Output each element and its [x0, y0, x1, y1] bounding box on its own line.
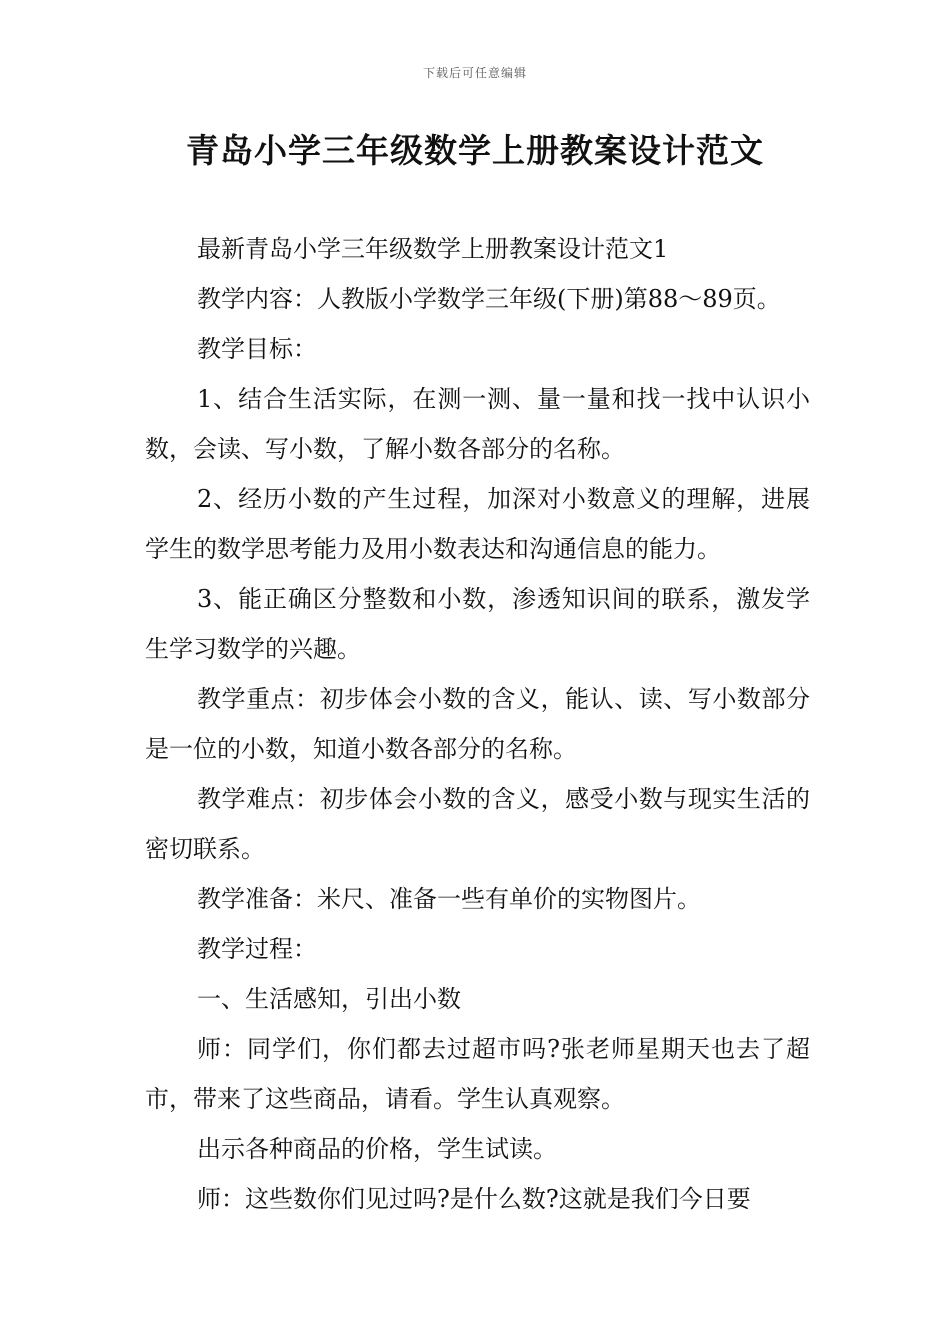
- paragraph-key-points: 教学重点：初步体会小数的含义，能认、读、写小数部分是一位的小数，知道小数各部分的名称。: [145, 685, 810, 763]
- paragraph-difficulties: 教学难点：初步体会小数的含义，感受小数与现实生活的密切联系。: [145, 785, 810, 863]
- paragraph-objective-2: 2、经历小数的产生过程，加深对小数意义的理解，进展学生的数学思考能力及用小数表达和沟通信息的能力。: [145, 485, 810, 563]
- paragraph-content: 教学内容：人教版小学数学三年级(下册)第88～89页。: [197, 285, 781, 313]
- paragraph-section-1: 一、生活感知，引出小数: [197, 985, 461, 1013]
- document-title: 青岛小学三年级数学上册教案设计范文: [186, 131, 764, 170]
- paragraph-objective-1: 1、结合生活实际，在测一测、量一量和找一找中认识小数，会读、写小数，了解小数各部分的名称。: [145, 385, 810, 463]
- paragraph-teacher-2: 师：这些数你们见过吗?是什么数?这就是我们今日要: [197, 1185, 751, 1213]
- paragraph-process-heading: 教学过程：: [197, 935, 317, 963]
- paragraph-objective-3: 3、能正确区分整数和小数，渗透知识间的联系，激发学生学习数学的兴趣。: [145, 585, 810, 663]
- paragraph-subtitle: 最新青岛小学三年级数学上册教案设计范文1: [197, 235, 669, 263]
- paragraph-teacher-1: 师：同学们，你们都去过超市吗?张老师星期天也去了超市，带来了这些商品，请看。学生认真观察。: [145, 1035, 810, 1113]
- paragraph-show-prices: 出示各种商品的价格，学生试读。: [197, 1135, 557, 1163]
- document-body: [145, 224, 810, 1224]
- paragraph-objectives-heading: 教学目标：: [197, 335, 317, 363]
- paragraph-preparation: 教学准备：米尺、准备一些有单价的实物图片。: [197, 885, 701, 913]
- header-note: 下载后可任意编辑: [422, 66, 527, 80]
